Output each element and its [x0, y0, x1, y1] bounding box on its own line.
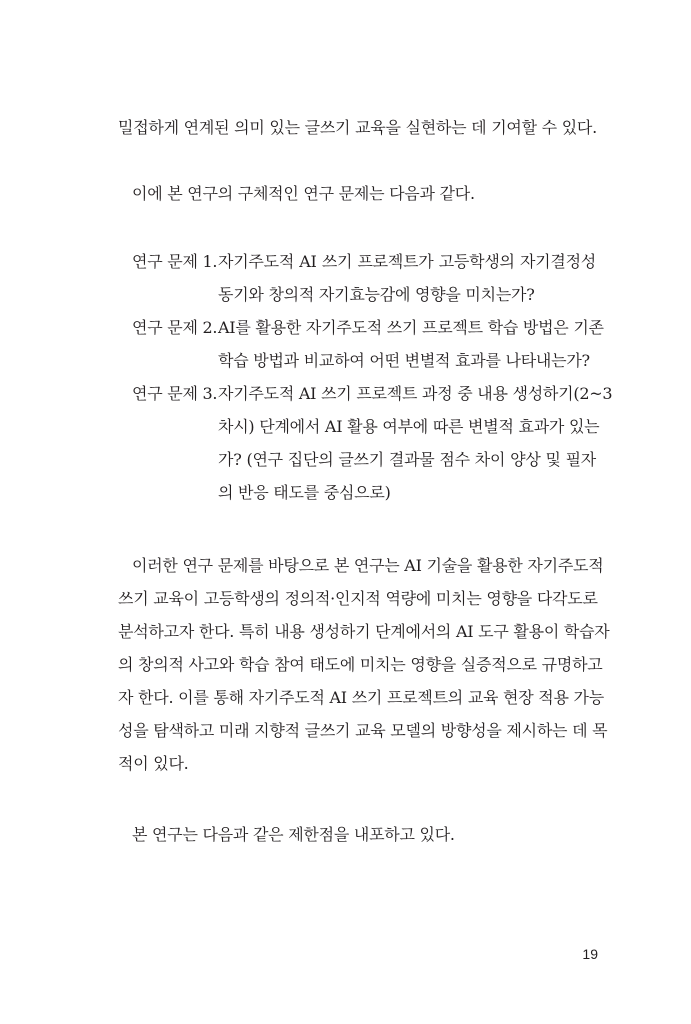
- question-line: 자기주도적 AI 쓰기 프로젝트가 고등학생의 자기결정성: [218, 252, 596, 271]
- paragraph-line: 이에 본 연구의 구체적인 연구 문제는 다음과 같다.: [132, 184, 475, 203]
- research-question-label: 연구 문제 2.: [132, 318, 218, 337]
- paragraph-line: 이러한 연구 문제를 바탕으로 본 연구는 AI 기술을 활용한 자기주도적: [132, 556, 604, 575]
- question-line: 자기주도적 AI 쓰기 프로젝트 과정 중 내용 생성하기(2~3: [218, 384, 613, 403]
- continuation-paragraph: [118, 111, 596, 144]
- research-question-1: [132, 245, 596, 311]
- analysis-paragraph: [118, 549, 610, 780]
- question-line: 의 반응 태도를 중심으로): [218, 483, 391, 502]
- paragraph-line: 쓰기 교육이 고등학생의 정의적·인지적 역량에 미치는 영향을 다각도로: [118, 589, 598, 608]
- paragraph-line: 의 창의적 사고와 학습 참여 태도에 미치는 영향을 실증적으로 규명하고: [118, 655, 603, 674]
- research-question-text: [218, 377, 613, 509]
- question-line: 가? (연구 집단의 글쓰기 결과물 점수 차이 양상 및 필자: [218, 450, 596, 469]
- paragraph-line: 분석하고자 한다. 특히 내용 생성하기 단계에서의 AI 도구 활용이 학습자: [118, 622, 610, 641]
- paragraph-line: 성을 탐색하고 미래 지향적 글쓰기 교육 모델의 방향성을 제시하는 데 목: [118, 721, 608, 740]
- research-question-label: 연구 문제 3.: [132, 384, 218, 403]
- question-line: AI를 활용한 자기주도적 쓰기 프로젝트 학습 방법은 기존: [218, 318, 604, 337]
- research-question-3: [132, 377, 613, 509]
- research-question-text: [218, 245, 596, 311]
- paragraph-line: 밀접하게 연계된 의미 있는 글쓰기 교육을 실현하는 데 기여할 수 있다.: [118, 118, 597, 137]
- page-number: 19: [582, 946, 598, 962]
- paragraph-line: 자 한다. 이를 통해 자기주도적 AI 쓰기 프로젝트의 교육 현장 적용 가능: [118, 688, 604, 707]
- limitations-intro: [118, 818, 610, 851]
- research-questions-intro: [118, 177, 610, 210]
- research-question-text: [218, 311, 604, 377]
- question-line: 차시) 단계에서 AI 활용 여부에 따른 변별적 효과가 있는: [218, 417, 600, 436]
- paragraph-line: 본 연구는 다음과 같은 제한점을 내포하고 있다.: [132, 825, 455, 844]
- question-line: 학습 방법과 비교하여 어떤 변별적 효과를 나타내는가?: [218, 351, 590, 370]
- research-question-2: [132, 311, 604, 377]
- research-question-list: [132, 245, 613, 509]
- paragraph-line: 적이 있다.: [118, 754, 189, 773]
- research-question-label: 연구 문제 1.: [132, 252, 218, 271]
- question-line: 동기와 창의적 자기효능감에 영향을 미치는가?: [218, 285, 535, 304]
